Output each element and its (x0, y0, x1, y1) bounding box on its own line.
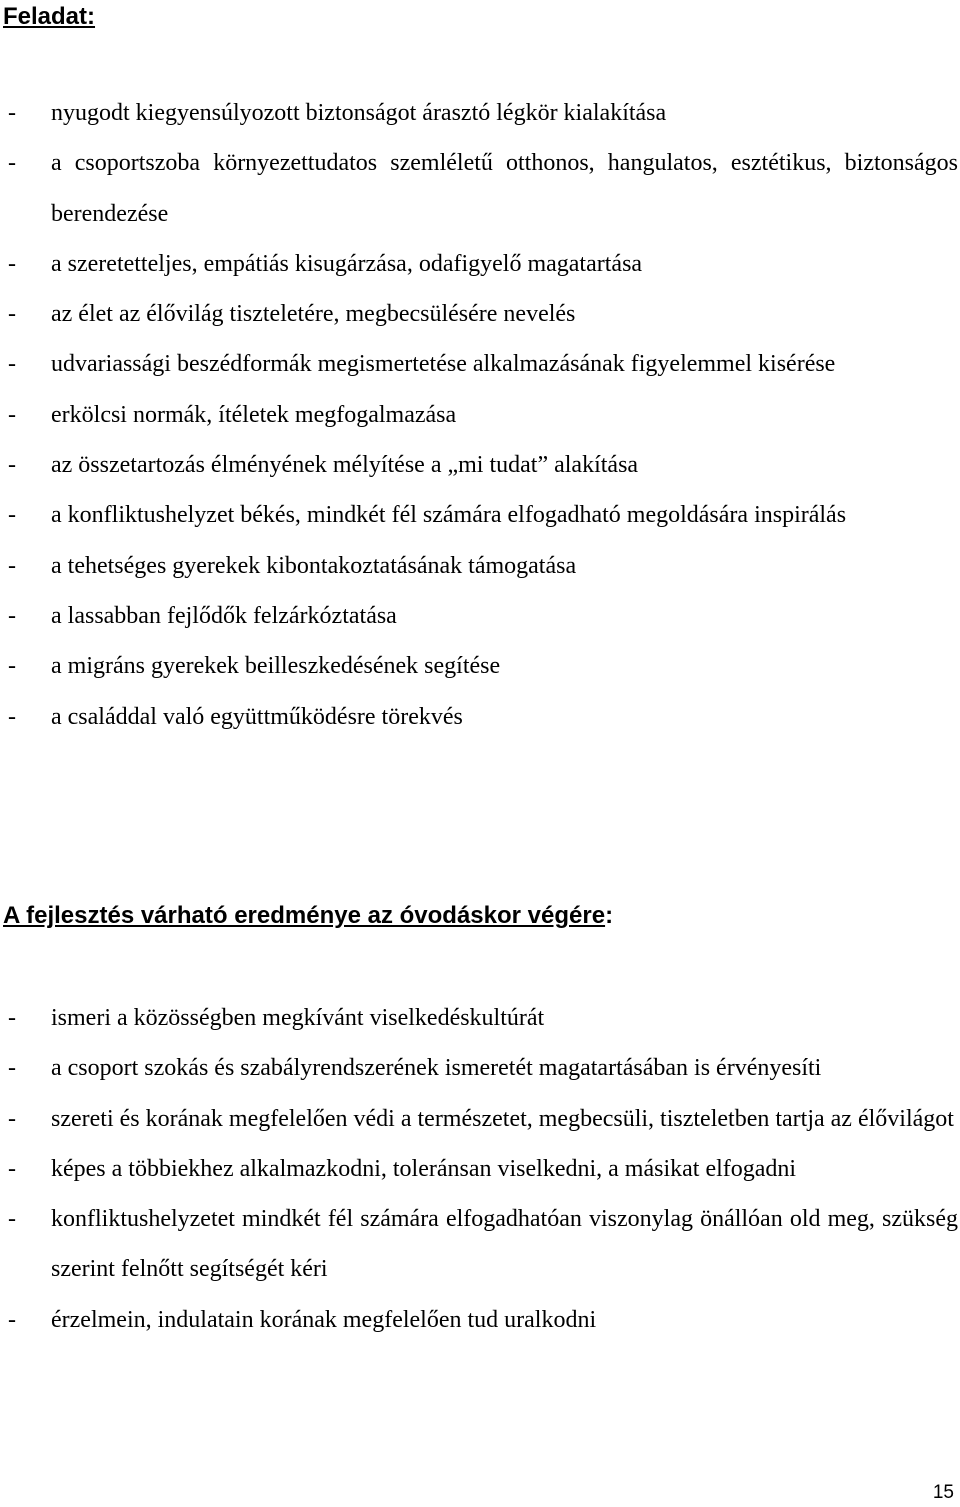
list-item-text: az élet az élővilág tiszteletére, megbecsülésére nevelés (51, 301, 576, 328)
bullet-dash: - (8, 703, 16, 730)
list-item (0, 641, 958, 691)
list-item (0, 1194, 958, 1295)
bullet-dash: - (8, 1005, 16, 1031)
bullet-dash: - (8, 1306, 16, 1333)
list-item-text: erkölcsi normák, ítéletek megfogalmazása (51, 401, 457, 428)
list-item (0, 1043, 958, 1093)
section-title-expected-results (3, 901, 613, 931)
list-item-text: nyugodt kiegyensúlyozott biztonságot árasztó légkör kialakítása (51, 100, 667, 126)
section-title-colon: : (605, 902, 614, 929)
bullet-dash: - (8, 452, 16, 479)
bullet-dash: - (8, 100, 16, 126)
list-item (0, 692, 958, 742)
list-item (0, 138, 958, 239)
list-item-text: a konfliktushelyzet békés, mindkét fél számára elfogadható megoldására inspirálás (51, 502, 847, 529)
list-item-text: a csoport szokás és szabályrendszerének ismeretét magatartásában is érvényesíti (51, 1055, 822, 1082)
list-item (0, 339, 958, 389)
list-item (0, 1144, 958, 1194)
list-item (0, 591, 958, 641)
list-item (0, 289, 958, 339)
list-item (0, 440, 958, 490)
bullet-dash: - (8, 301, 16, 328)
bullet-dash: - (8, 552, 16, 579)
bullet-dash: - (8, 1055, 16, 1082)
list-item-text: a tehetséges gyerekek kibontakoztatásának támogatása (51, 552, 577, 579)
list-item-text: az összetartozás élményének mélyítése a „mi tudat” alakítása (51, 452, 639, 479)
bullet-dash: - (8, 653, 16, 680)
list-item (0, 993, 958, 1043)
list-item-text: a csoportszoba környezettudatos szemléletű otthonos, hangulatos, esztétikus, biztonságos berendezése (51, 150, 958, 227)
bullet-dash: - (8, 502, 16, 529)
list-item (0, 1094, 958, 1144)
section-title-feladat (3, 2, 95, 32)
bullet-dash: - (8, 602, 16, 629)
list-item (0, 390, 958, 440)
list-item-text: udvariassági beszédformák megismertetése alkalmazásának figyelemmel kisérése (51, 351, 836, 378)
list-item-text: a szeretetteljes, empátiás kisugárzása, odafigyelő magatartása (51, 250, 643, 277)
list-item-text: a migráns gyerekek beilleszkedésének segítése (51, 653, 501, 680)
list-item-text: ismeri a közösségben megkívánt viselkedéskultúrát (51, 1005, 545, 1031)
page-number: 15 (932, 1482, 954, 1503)
section-title-text: Feladat: (3, 3, 96, 30)
list-item-text: a családdal való együttműködésre törekvés (51, 703, 463, 730)
bullet-dash: - (8, 150, 16, 177)
list-item-text: konfliktushelyzetet mindkét fél számára elfogadhatóan viszonylag önállóan old meg, szükség szerint felnőtt segítségét kéri (51, 1206, 958, 1283)
section-title-text: A fejlesztés várható eredménye az óvodáskor végére (3, 902, 606, 929)
expected-results-list (0, 993, 958, 1345)
list-item (0, 541, 958, 591)
list-item-text: szereti és korának megfelelően védi a természetet, megbecsüli, tiszteletben tartja az élővilágot (51, 1105, 954, 1132)
list-item (0, 490, 958, 540)
task-list (0, 88, 958, 742)
list-item (0, 1295, 958, 1345)
bullet-dash: - (8, 1155, 16, 1182)
bullet-dash: - (8, 1206, 16, 1233)
bullet-dash: - (8, 351, 16, 378)
list-item (0, 239, 958, 289)
list-item-text: érzelmein, indulatain korának megfelelően tud uralkodni (51, 1306, 597, 1333)
bullet-dash: - (8, 1105, 16, 1132)
list-item-text: képes a többiekhez alkalmazkodni, toleránsan viselkedni, a másikat elfogadni (51, 1155, 797, 1182)
list-item-text: a lassabban fejlődők felzárkóztatása (51, 602, 397, 629)
bullet-dash: - (8, 250, 16, 277)
bullet-dash: - (8, 401, 16, 428)
list-item (0, 88, 958, 138)
